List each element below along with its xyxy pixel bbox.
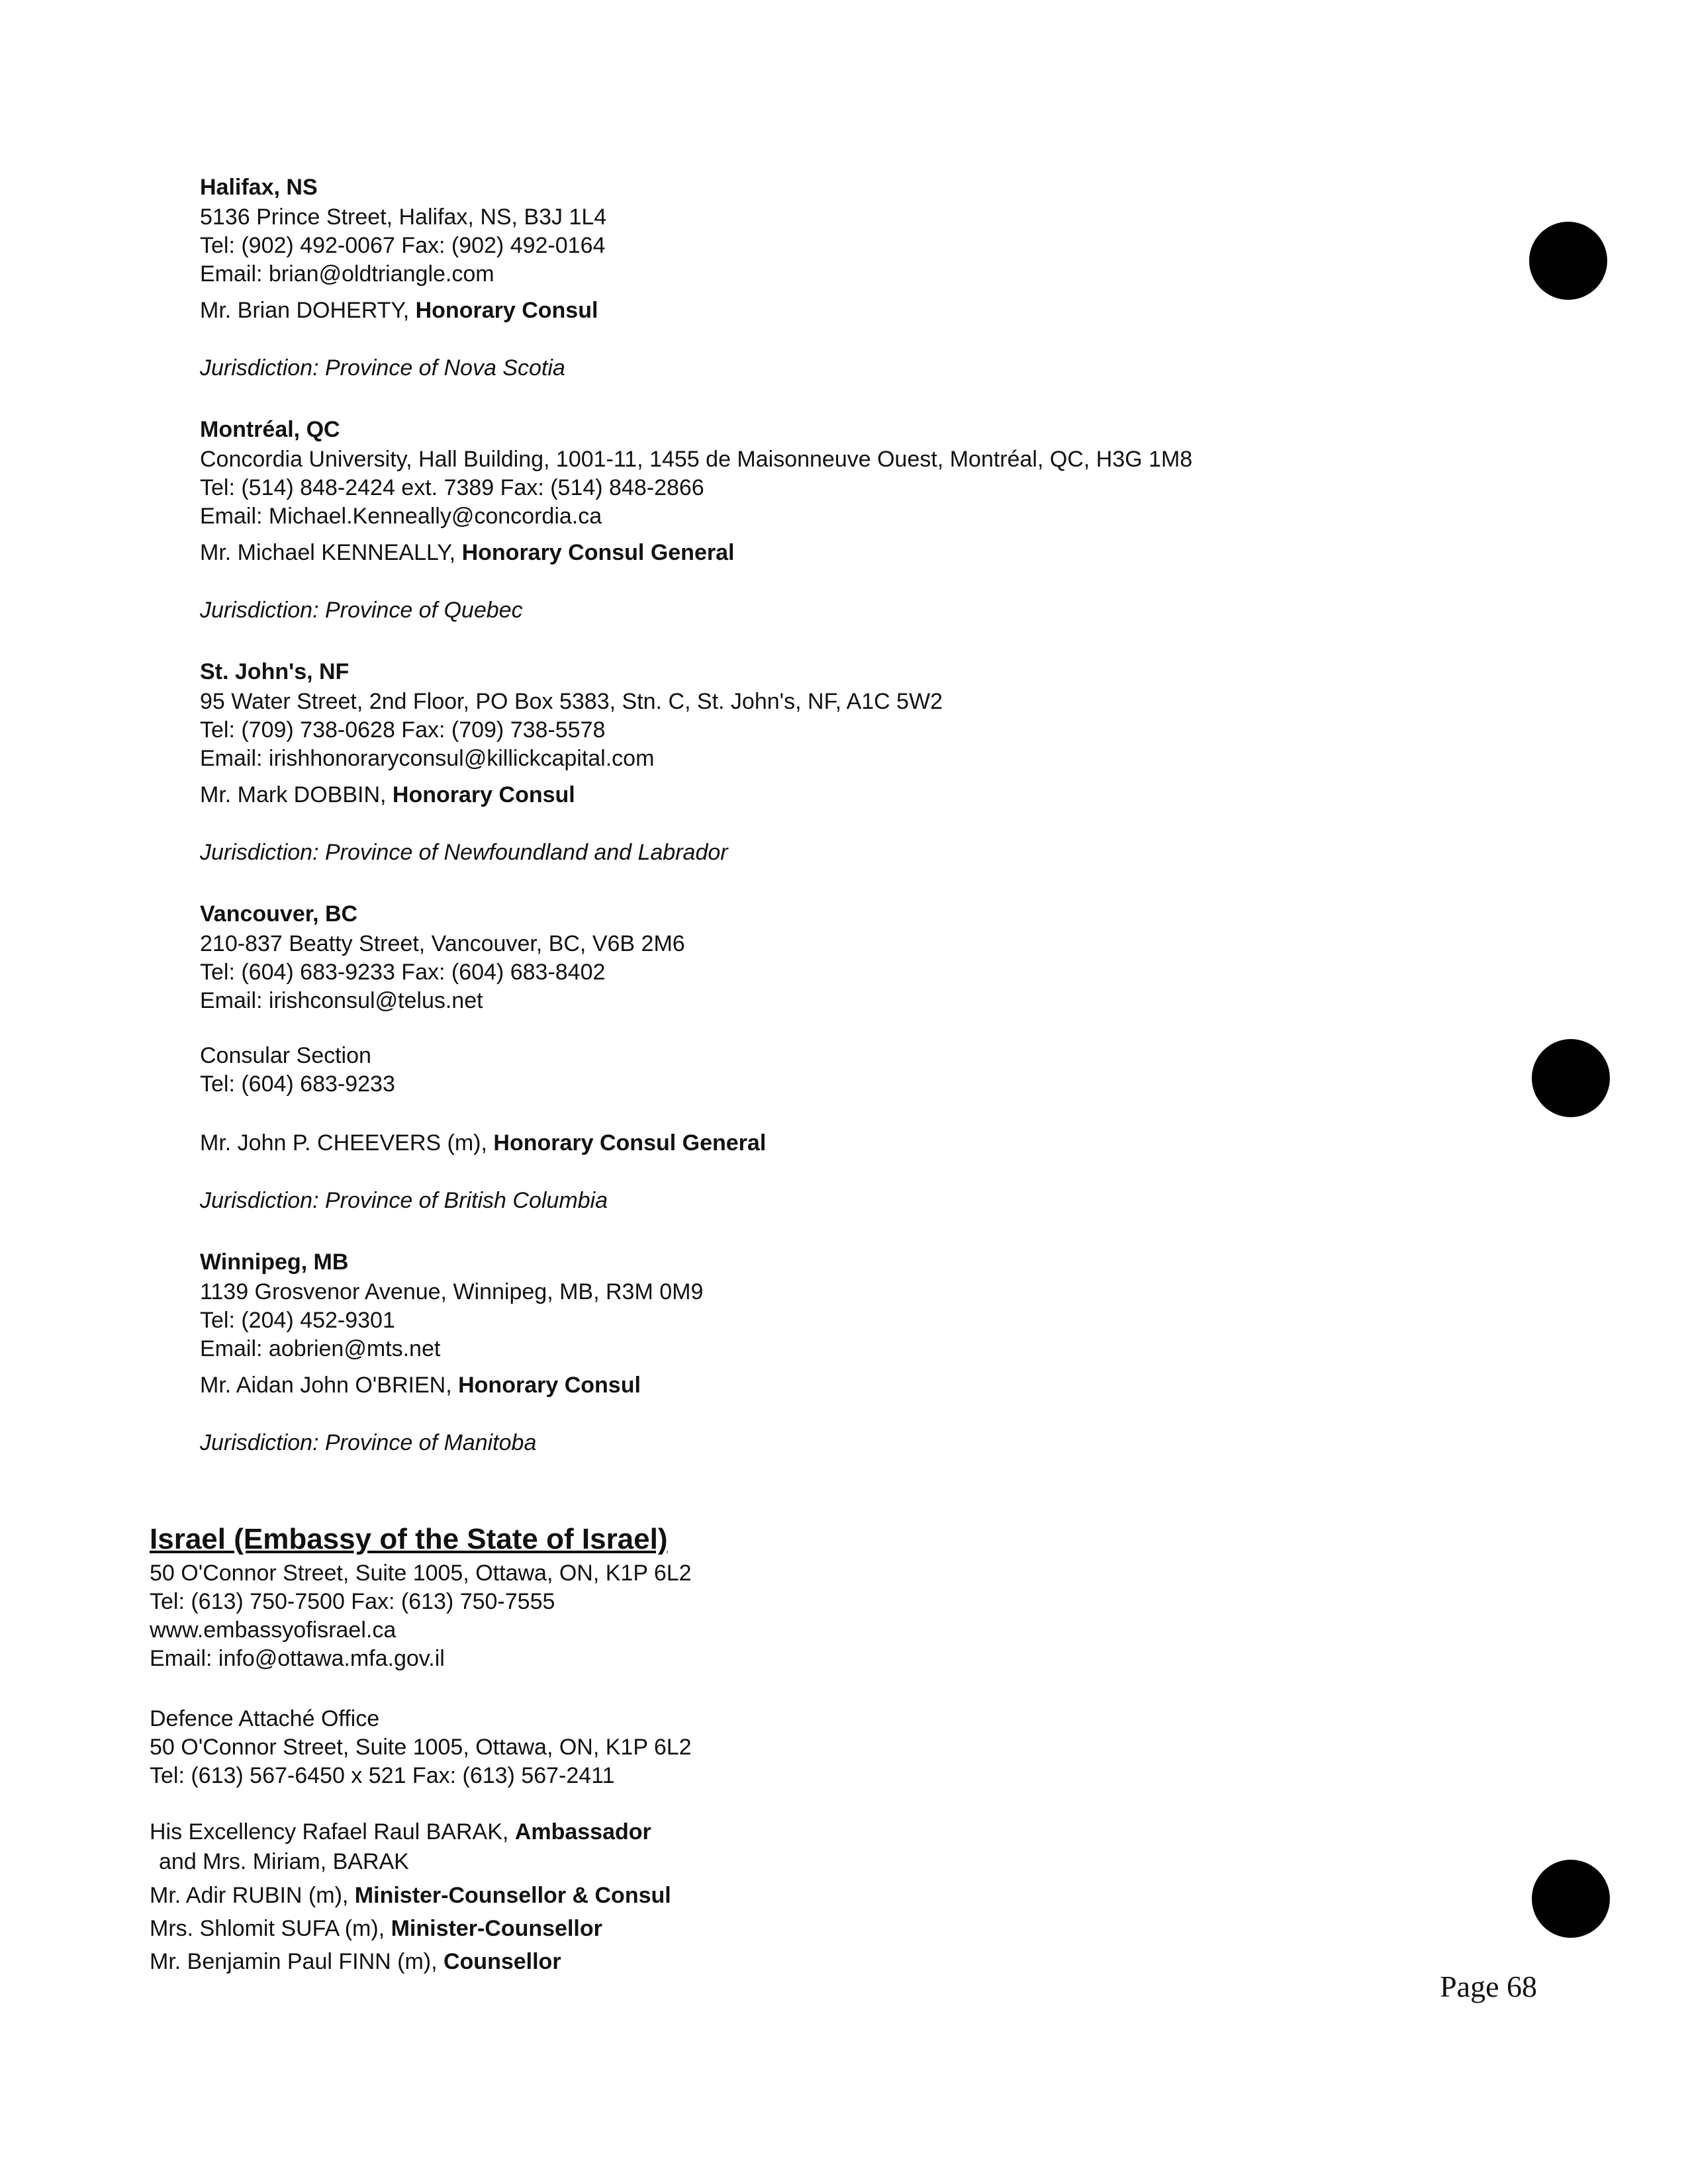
staff-name: His Excellency Rafael Raul BARAK, xyxy=(150,1819,515,1844)
email-line: Email: brian@oldtriangle.com xyxy=(200,261,494,287)
consul-person xyxy=(200,781,1458,809)
person-title: Honorary Consul xyxy=(415,298,598,323)
punch-hole-top xyxy=(1529,222,1607,300)
staff-member xyxy=(150,1912,1407,1945)
jurisdiction: Jurisdiction: Province of Manitoba xyxy=(200,1430,537,1455)
person-title: Honorary Consul xyxy=(392,782,575,807)
address-line: 1139 Grosvenor Avenue, Winnipeg, MB, R3M 0M9 xyxy=(200,1279,704,1304)
person-title: Honorary Consul General xyxy=(493,1130,767,1156)
city-heading: Halifax, NS xyxy=(200,175,318,200)
defence-phone-line: Tel: (613) 567-6450 x 521 Fax: (613) 567-2411 xyxy=(150,1763,615,1788)
person-name: Mr. Aidan John O'BRIEN, xyxy=(200,1373,459,1398)
consulate-vancouver xyxy=(200,900,1458,1215)
phone-line: Tel: (204) 452-9301 xyxy=(200,1308,395,1333)
person-title: Honorary Consul xyxy=(458,1373,641,1398)
email-line: Email: irishconsul@telus.net xyxy=(200,988,483,1013)
email-line: Email: irishhonoraryconsul@killickcapital.com xyxy=(200,746,655,771)
defence-office-label: Defence Attaché Office xyxy=(150,1706,380,1731)
phone-line: Tel: (709) 738-0628 Fax: (709) 738-5578 xyxy=(200,717,606,743)
phone-line: Tel: (902) 492-0067 Fax: (902) 492-0164 xyxy=(200,233,606,258)
email-line: Email: info@ottawa.mfa.gov.il xyxy=(150,1646,445,1671)
staff-member xyxy=(150,1945,1407,1978)
consulate-winnipeg xyxy=(200,1248,1458,1457)
staff-member xyxy=(150,1815,1407,1848)
staff-title: Minister-Counsellor xyxy=(391,1916,602,1941)
punch-hole-middle xyxy=(1532,1039,1610,1117)
address-line: Concordia University, Hall Building, 1001-11, 1455 de Maisonneuve Ouest, Montréal, QC, H3G 1M8 xyxy=(200,447,1193,472)
jurisdiction: Jurisdiction: Province of Newfoundland and Labrador xyxy=(200,840,728,865)
staff-name: Mr. Benjamin Paul FINN (m), xyxy=(150,1949,444,1974)
staff-name: and Mrs. Miriam, BARAK xyxy=(159,1849,409,1874)
website-line: www.embassyofisrael.ca xyxy=(150,1617,397,1643)
city-heading: St. John's, NF xyxy=(200,659,350,684)
address-line: 95 Water Street, 2nd Floor, PO Box 5383, Stn. C, St. John's, NF, A1C 5W2 xyxy=(200,689,943,714)
consul-person xyxy=(200,539,1458,567)
person-name: Mr. John P. CHEEVERS (m), xyxy=(200,1130,494,1156)
consular-section-label: Consular Section xyxy=(200,1043,371,1068)
address-line: 5136 Prince Street, Halifax, NS, B3J 1L4 xyxy=(200,205,607,230)
person-name: Mr. Michael KENNEALLY, xyxy=(200,540,462,565)
consular-section-phone: Tel: (604) 683-9233 xyxy=(200,1071,395,1097)
israel-embassy xyxy=(150,1522,1407,1978)
phone-line: Tel: (604) 683-9233 Fax: (604) 683-8402 xyxy=(200,960,606,985)
page-number: Page 68 xyxy=(1440,1970,1537,2003)
city-heading: Vancouver, BC xyxy=(200,901,358,927)
staff-title: Counsellor xyxy=(443,1949,561,1974)
person-name: Mr. Brian DOHERTY, xyxy=(200,298,416,323)
email-line: Email: aobrien@mts.net xyxy=(200,1336,441,1361)
embassy-heading: Israel (Embassy of the State of Israel) xyxy=(150,1523,668,1555)
consul-person xyxy=(200,296,1458,325)
consulate-halifax xyxy=(200,173,1458,383)
staff-member xyxy=(150,1848,1407,1875)
address-line: 210-837 Beatty Street, Vancouver, BC, V6B 2M6 xyxy=(200,931,685,956)
consulate-montreal xyxy=(200,416,1458,625)
jurisdiction: Jurisdiction: Province of Nova Scotia xyxy=(200,355,565,381)
consulate-st-johns xyxy=(200,658,1458,867)
address-line: 50 O'Connor Street, Suite 1005, Ottawa, ON, K1P 6L2 xyxy=(150,1561,692,1586)
defence-address-line: 50 O'Connor Street, Suite 1005, Ottawa, ON, K1P 6L2 xyxy=(150,1735,692,1760)
staff-name: Mr. Adir RUBIN (m), xyxy=(150,1883,355,1908)
phone-line: Tel: (613) 750-7500 Fax: (613) 750-7555 xyxy=(150,1589,555,1614)
staff-name: Mrs. Shlomit SUFA (m), xyxy=(150,1916,391,1941)
jurisdiction: Jurisdiction: Province of British Columbia xyxy=(200,1188,608,1213)
person-name: Mr. Mark DOBBIN, xyxy=(200,782,393,807)
consulates-list xyxy=(200,173,1458,1457)
consul-person xyxy=(200,1371,1458,1400)
person-title: Honorary Consul General xyxy=(461,540,735,565)
staff-title: Minister-Counsellor & Consul xyxy=(354,1883,671,1908)
staff-member xyxy=(150,1879,1407,1912)
city-heading: Montréal, QC xyxy=(200,417,340,442)
city-heading: Winnipeg, MB xyxy=(200,1250,349,1275)
phone-line: Tel: (514) 848-2424 ext. 7389 Fax: (514) 848-2866 xyxy=(200,475,704,500)
consul-person xyxy=(200,1129,1458,1158)
punch-hole-bottom xyxy=(1532,1860,1610,1938)
staff-title: Ambassador xyxy=(514,1819,651,1844)
email-line: Email: Michael.Kenneally@concordia.ca xyxy=(200,504,602,529)
jurisdiction: Jurisdiction: Province of Quebec xyxy=(200,598,523,623)
